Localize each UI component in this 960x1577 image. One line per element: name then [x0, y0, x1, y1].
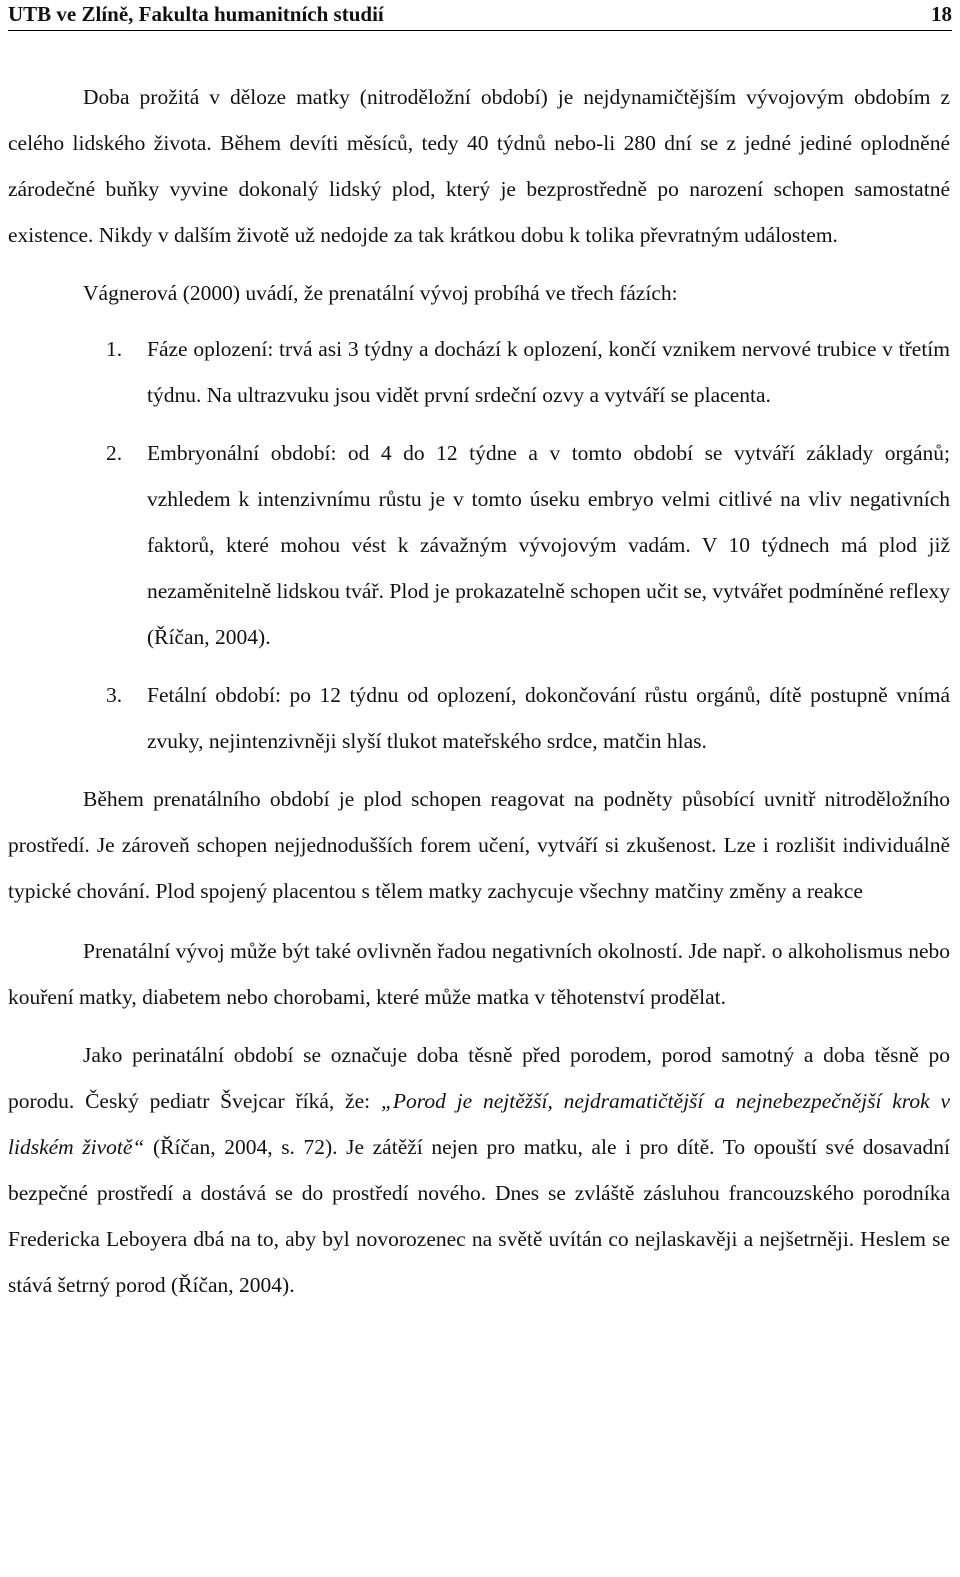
paragraph-intro: Doba prožitá v děloze matky (nitroděložní období) je nejdynamičtějším vývojovým obdobím z celého lidského života. Během devíti měsíců, tedy 40 týdnů nebo-li 280 dní se z jedné jediné oplodněné zárodečné buňky vyvine dokonalý lidský plod, který je bezprostředně po narození schopen samostatné existence. Nikdy v dalším životě už nedojde za tak krátkou dobu k tolika převratným událostem. [8, 85, 950, 247]
paragraph-perinatal-period [8, 1032, 950, 1308]
list-item [106, 326, 950, 418]
page-body [8, 74, 950, 1308]
perinatal-text-start: Jako perinatální období se označuje doba těsně před porodem, porod samotný a doba těsně po porodu. Český pediatr Švejcar říká, že: [8, 1043, 950, 1113]
list-item-text: Fáze oplození: trvá asi 3 týdny a dochází k oplození, končí vznikem nervové trubice v třetím týdnu. Na ultrazvuku jsou vidět první srdeční ozvy a vytváří se placenta. [147, 337, 950, 407]
paragraph-phases-lead: Vágnerová (2000) uvádí, že prenatální vývoj probíhá ve třech fázích: [83, 281, 678, 305]
paragraph-negative-factors: Prenatální vývoj může být také ovlivněn řadou negativních okolností. Jde např. o alkoholismus nebo kouření matky, diabetem nebo chorobami, které může matka v těhotenství prodělat. [8, 939, 950, 1009]
list-item-number: 1. [106, 337, 123, 361]
list-item [106, 672, 950, 764]
phases-list [8, 326, 950, 764]
page-header [8, 0, 952, 31]
list-item-number: 2. [106, 441, 123, 465]
list-item [106, 430, 950, 660]
paragraph-prenatal-period: Během prenatálního období je plod schopen reagovat na podněty působící uvnitř nitroděložního prostředí. Je zároveň schopen nejjednodušších forem učení, vytváří si zkušenost. Lze i rozlišit individuálně typické chování. Plod spojený placentou s tělem matky zachycuje všechny matčiny změny a reakce [8, 787, 950, 903]
header-page-number: 18 [931, 2, 952, 26]
header-institution: UTB ve Zlíně, Fakulta humanitních studií [8, 2, 384, 26]
list-item-text: Fetální období: po 12 týdnu od oplození, dokončování růstu orgánů, dítě postupně vnímá zvuky, nejintenzivněji slyší tlukot mateřského srdce, matčin hlas. [147, 683, 950, 753]
list-item-text: Embryonální období: od 4 do 12 týdne a v tomto období se vytváří základy orgánů; vzhledem k intenzivnímu růstu je v tomto úseku embryo velmi citlivé na vliv negativních faktorů, které mohou vést k závažným vývojovým vadám. V 10 týdnech má plod již nezaměnitelně lidskou tvář. Plod je prokazatelně schopen učit se, vytvářet podmíněné reflexy (Říčan, 2004). [147, 441, 950, 649]
list-item-number: 3. [106, 683, 123, 707]
svejcar-quote: „Porod je nejtěžší, nejdramatičtější a nejnebezpečnější krok v lidském životě“ [8, 1089, 950, 1159]
perinatal-text-end: (Říčan, 2004, s. 72). Je zátěží nejen pro matku, ale i pro dítě. To opouští své dosavadní bezpečné prostředí a dostává se do prostředí nového. Dnes se zvláště zásluhou francouzského porodníka Fredericka Leboyera dbá na to, aby byl novorozenec na světě uvítán co nejlaskavěji a nejšetrněji. Heslem se stává šetrný porod (Říčan, 2004). [8, 1135, 950, 1297]
